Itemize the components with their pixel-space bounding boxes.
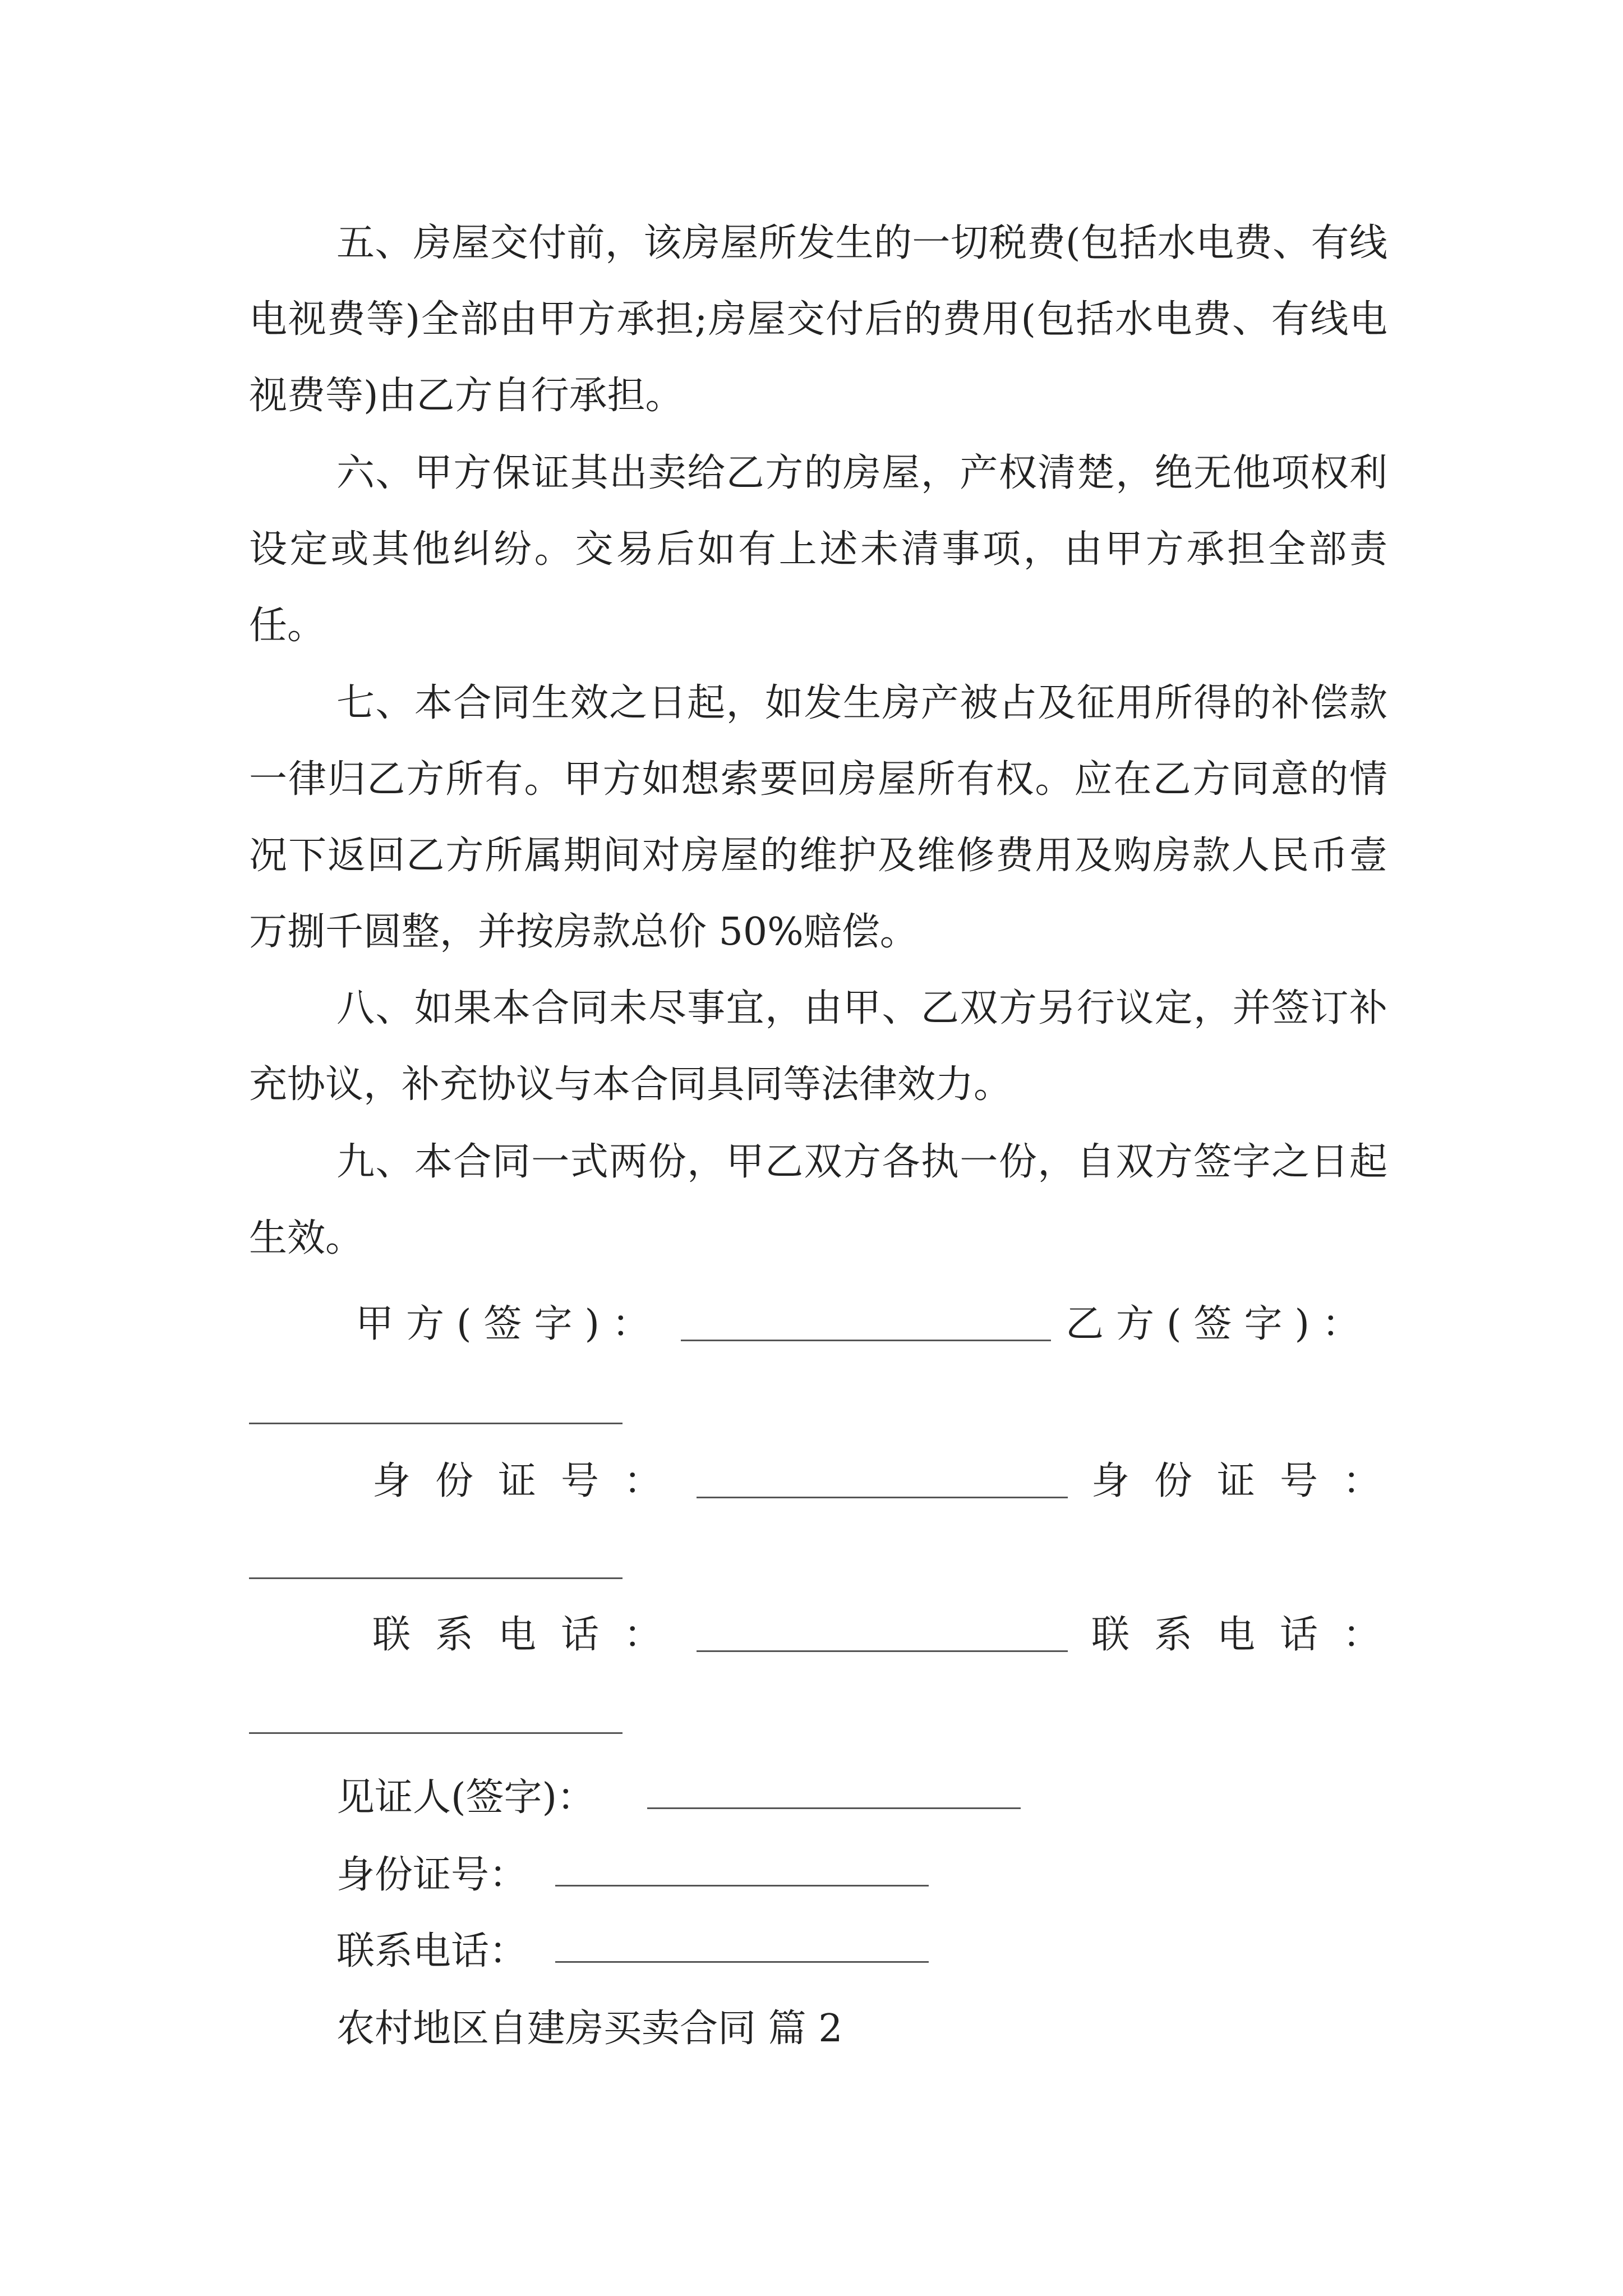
party-b-id-blank[interactable] <box>249 1577 623 1579</box>
next-section-title: 农村地区自建房买卖合同 篇 2 <box>336 2007 843 2051</box>
witness-phone-blank[interactable] <box>555 1961 929 1963</box>
party-b-id-label: 身份证号： <box>1091 1459 1406 1503</box>
party-a-signature-blank[interactable] <box>681 1340 1051 1341</box>
party-a-phone-label: 联系电话： <box>372 1613 687 1657</box>
party-phone-row <box>249 1588 1406 1666</box>
clause-nine: 九、本合同一式两份，甲乙双方各执一份，自双方签字之日起生效。 <box>249 1140 1387 1260</box>
party-b-signature-blank[interactable] <box>249 1423 623 1424</box>
party-signature-row <box>249 1277 1387 1355</box>
clause-five: 五、房屋交付前，该房屋所发生的一切税费(包括水电费、有线电视费等)全部由甲方承担;房屋交付后的费用(包括水电费、有线电视费等)由乙方自行承担。 <box>249 221 1387 418</box>
party-a-id-label: 身份证号： <box>372 1459 687 1503</box>
witness-signature-blank[interactable] <box>647 1807 1021 1809</box>
party-b-label: 乙方(签字)： <box>1066 1302 1373 1346</box>
clause-seven: 七、本合同生效之日起，如发生房产被占及征用所得的补偿款一律归乙方所有。甲方如想索要回房屋所有权。应在乙方同意的情况下返回乙方所属期间对房屋的维护及维修费用及购房款人民币壹万捌千圆整，并按房款总价 50%赔偿。 <box>249 681 1387 954</box>
witness-id-label: 身份证号： <box>336 1853 528 1897</box>
clause-six: 六、甲方保证其出卖给乙方的房屋，产权清楚，绝无他项权利设定或其他纠纷。交易后如有上述未清事项，由甲方承担全部责任。 <box>249 451 1387 648</box>
witness-phone-label: 联系电话： <box>336 1929 528 1973</box>
party-a-phone-blank[interactable] <box>697 1650 1068 1652</box>
witness-id-blank[interactable] <box>555 1885 929 1887</box>
clause-eight: 八、如果本合同未尽事宜，由甲、乙双方另行议定，并签订补充协议，补充协议与本合同具同等法律效力。 <box>249 986 1387 1107</box>
party-b-phone-blank[interactable] <box>249 1732 623 1734</box>
party-a-id-blank[interactable] <box>697 1497 1068 1498</box>
party-id-row <box>249 1434 1406 1512</box>
witness-label: 见证人(签字)： <box>336 1775 596 1820</box>
party-b-phone-label: 联系电话： <box>1091 1613 1406 1657</box>
party-a-label: 甲方(签字)： <box>356 1302 663 1346</box>
